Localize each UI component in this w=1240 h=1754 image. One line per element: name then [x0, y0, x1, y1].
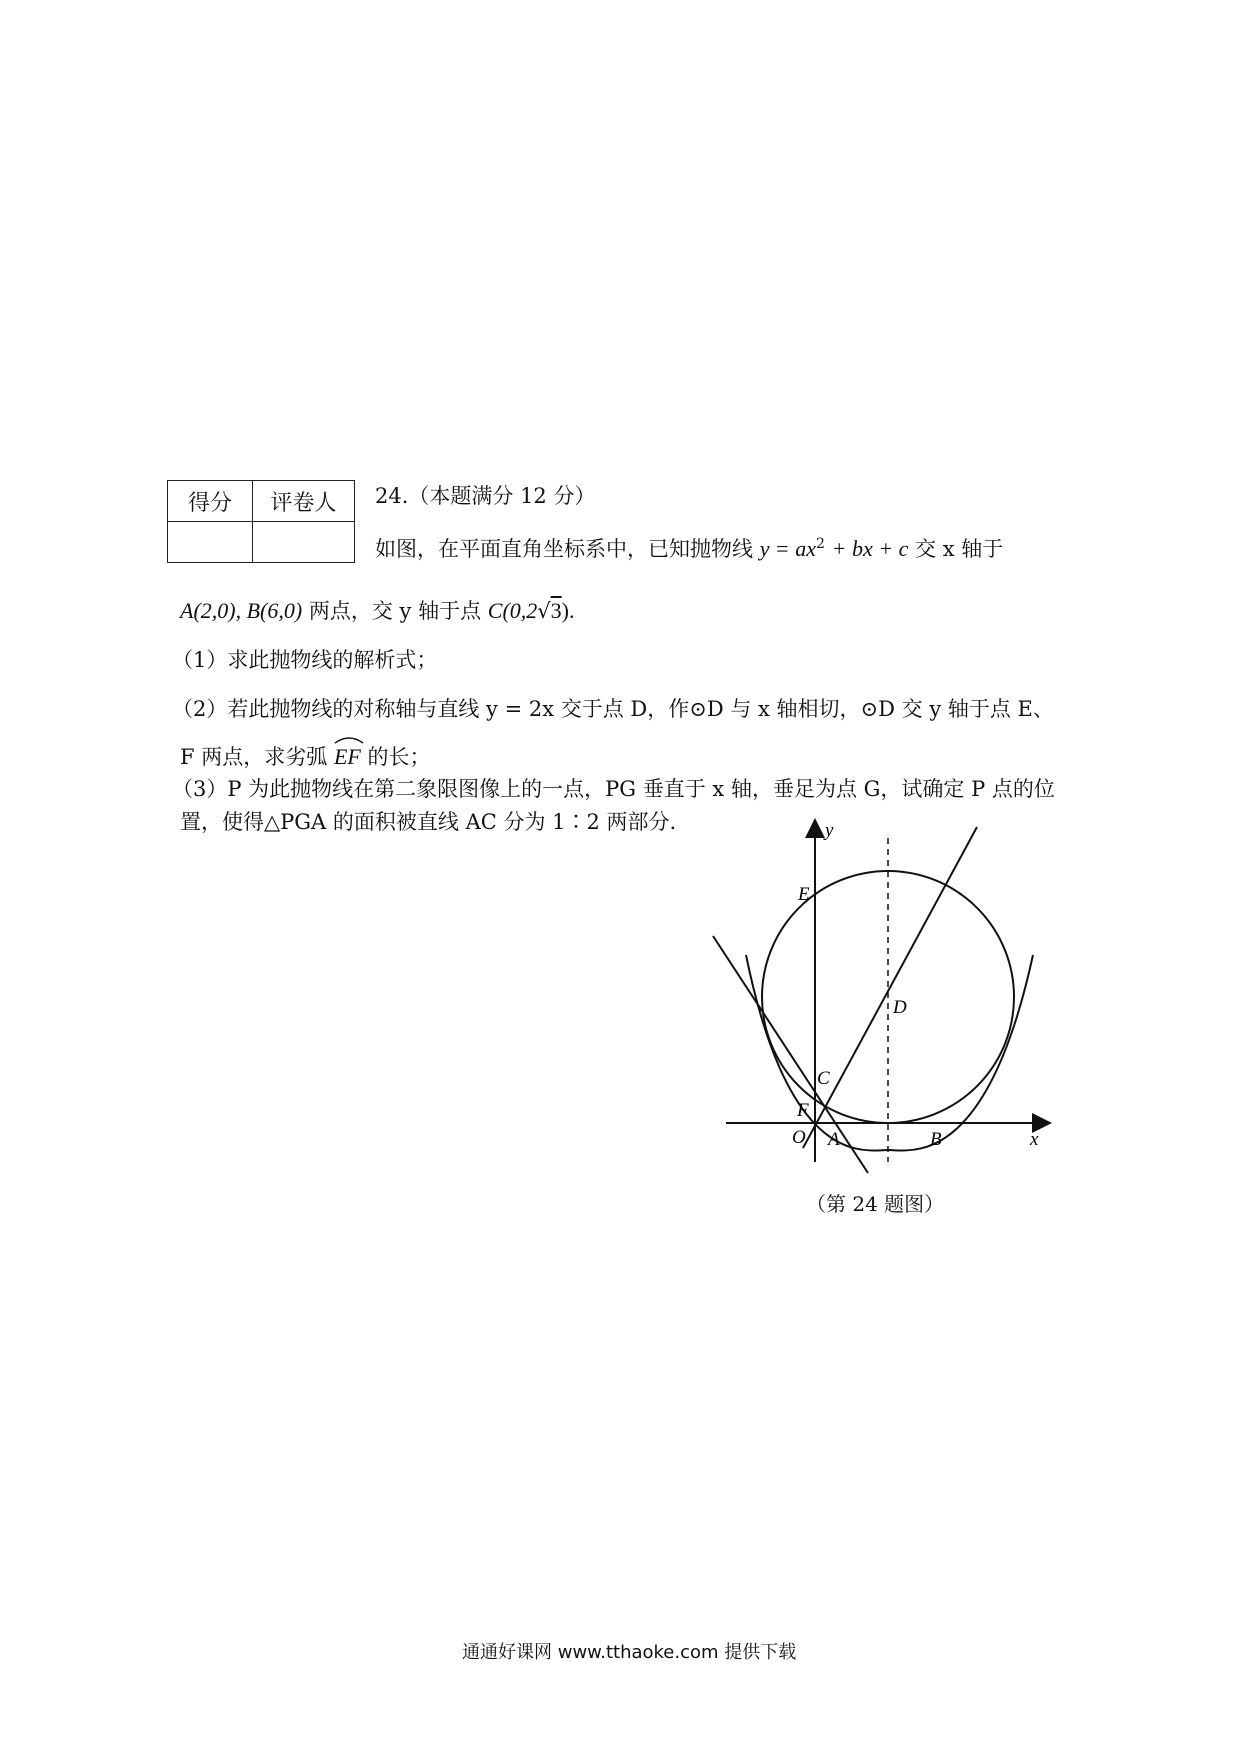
q2-post: 的长；: [367, 745, 431, 769]
eq-exp: 2: [816, 536, 825, 552]
grader-header: 评卷人: [253, 481, 355, 522]
line-y-2x: [803, 827, 977, 1148]
point-c-end: ).: [561, 598, 575, 623]
footer: 通通好课网 www.tthaoke.com 提供下载: [462, 1642, 797, 1663]
label-y: y: [825, 820, 834, 841]
points: A(2,0), B(6,0): [180, 598, 303, 623]
label-x: x: [1030, 1129, 1039, 1150]
label-b: B: [930, 1129, 942, 1150]
question-2-line1: （2）若此抛物线的对称轴与直线 y = 2x 交于点 D，作⊙D 与 x 轴相切，⊙D 交 y 轴于点 E、: [172, 697, 1054, 721]
label-e: E: [798, 884, 810, 905]
eq-ax: ax: [795, 536, 817, 561]
problem-intro-line: 如图，在平面直角坐标系中，已知抛物线 $y = ax^2$ + bx + c 交 x 轴于: [375, 536, 1004, 561]
arc-label: EF: [333, 744, 361, 769]
question-3-line2: 置，使得△PGA 的面积被直线 AC 分为 1∶2 两部分.: [180, 810, 677, 834]
eq-rest: + bx + c: [831, 536, 909, 561]
points-tail: 两点，交 y 轴于点: [308, 599, 482, 623]
line-ac: [713, 936, 868, 1173]
question-3-line1: （3）P 为此抛物线在第二象限图像上的一点，PG 垂直于 x 轴，垂足为点 G，试确定 P 点的位: [172, 777, 1055, 801]
intro-tail: 交 x 轴于: [915, 537, 1004, 561]
point-c-root: 3: [550, 598, 562, 623]
label-a: A: [828, 1129, 840, 1150]
q2-pre: F 两点，求劣弧: [180, 745, 328, 769]
intro-text: 如图，在平面直角坐标系中，已知抛物线: [375, 537, 753, 561]
sqrt-icon: √: [537, 599, 551, 623]
point-c: C(0,2: [487, 598, 538, 623]
label-c: C: [817, 1068, 830, 1089]
eq-y: y: [759, 536, 770, 561]
label-f: F: [797, 1100, 809, 1121]
problem-header: 24.（本题满分 12 分）: [375, 484, 596, 508]
label-o: O: [792, 1127, 806, 1148]
score-header: 得分: [168, 481, 253, 522]
label-d: D: [893, 997, 907, 1018]
figure-caption: （第 24 题图）: [806, 1192, 945, 1216]
question-1: （1）求此抛物线的解析式；: [172, 648, 438, 672]
